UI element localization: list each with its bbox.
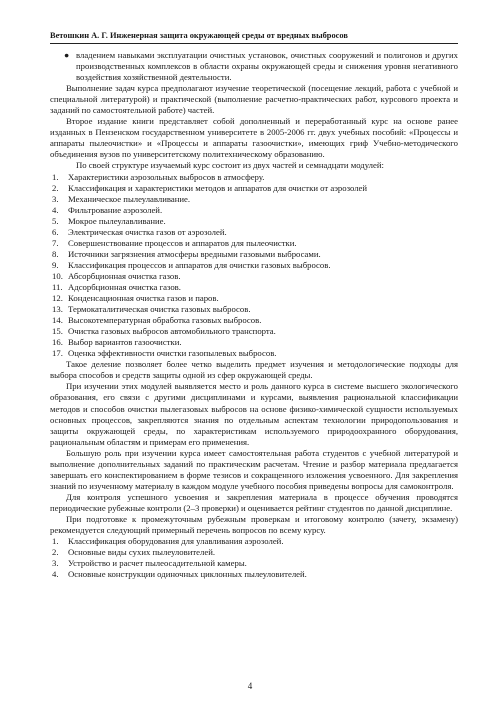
list-item-text: Классификация процессов и аппаратов для очистки газовых выбросов. [68,259,331,270]
list-item-text: Устройство и расчет пылеосадительной камеры. [68,558,247,569]
paragraph: При изучении этих модулей выявляется место и роль данного курса в системе высшего экологического образования, его связи с другими дисциплинами и курсами, выявления рациональной классификации методов и способов очистки пылегазовых выбросов на основе физико-химической сущности используемых основных процессов, закрепляются знания по отдельным аспектам технологии природопользования и защиты окружающей среды, по характеристикам используемого природоохранного оборудования, рациональным областям и примерам его применения. [50,381,458,447]
list-item [52,172,458,183]
list-item-text: Абсорбционная очистка газов. [68,270,181,281]
list-item-text: Выбор вариантов газоочистки. [68,337,182,348]
list-item-number: 10. [52,270,63,281]
bullet-text: владением навыками эксплуатации очистных установок, очистных сооружений и полигонов и других производственных комплексов в области охраны окружающей среды и снижения уровня негативного воздействия хозяйственной деятельности. [76,50,458,83]
list-item-text: Высокотемпературная обработка газовых выбросов. [68,315,262,326]
bullet-mark: ● [64,50,70,60]
list-item-number: 15. [52,326,63,337]
list-item-text: Механическое пылеулавливание. [68,193,191,204]
list-item-number: 2. [52,547,59,558]
list-item-number: 1. [52,536,59,547]
list-item-text: Термокаталитическая очистка газовых выбросов. [68,304,251,315]
list-item [52,205,458,216]
list-item-text: Основные виды сухих пылеуловителей. [68,547,216,558]
bullet-item [64,50,458,83]
list-item [52,249,458,260]
list-item-number: 12. [52,293,63,304]
paragraph: По своей структуре изучаемый курс состоит из двух частей и семнадцати модулей: [76,160,384,171]
list-item-number: 2. [52,182,59,193]
list-item [52,348,458,359]
list-item-text: Фильтрование аэрозолей. [68,204,163,215]
list-item [52,293,458,304]
list-item-number: 3. [52,193,59,204]
list-item [52,547,458,558]
list-item-number: 11. [52,281,63,292]
list-item-text: Совершенствование процессов и аппаратов для пылеочистки. [68,237,297,248]
list-item-text: Источники загрязнения атмосферы вредными газовыми выбросами. [68,248,321,259]
list-item-number: 1. [52,171,59,182]
paragraph: При подготовке к промежуточным рубежным проверкам и итоговому контролю (зачету, экзамену) рекомендуется следующий примерный перечень вопросов по всему курсу. [50,513,458,536]
list-item [52,238,458,249]
list-item [52,260,458,271]
list-item [52,315,458,326]
list-item-number: 17. [52,348,63,359]
list-item-text: Классификация и характеристики методов и аппаратов для очистки от аэрозолей [68,182,368,193]
paragraph: Большую роль при изучении курса имеет самостоятельная работа студентов с учебной литературой и выполнение дополнительных заданий по практическим расчетам. Чтение и разбор материала предлагается завершать его конспектированием в форме тезисов и сокращенного изложения усвоенного. Для закрепления знаний по изученному материалу в каждом модуле учебного пособия приведены вопросы для самоконтроля. [50,447,458,491]
list-item-text: Очистка газовых выбросов автомобильного транспорта. [68,326,276,337]
list-item-number: 5. [52,215,59,226]
list-item-number: 13. [52,304,63,315]
list-item [52,183,458,194]
list-item [52,558,458,569]
list-item [52,194,458,205]
list-item [52,569,458,580]
list-item-text: Адсорбционная очистка газов. [68,281,181,292]
list-item-text: Оценка эффективности очистки газопылевых выбросов. [68,348,277,359]
list-item-number: 4. [52,569,59,580]
list-item-number: 6. [52,226,59,237]
list-item [52,326,458,337]
list-item-text: Характеристики аэрозольных выбросов в атмосферу. [68,171,265,182]
list-item [52,337,458,348]
list-item-text: Конденсационная очистка газов и паров. [68,293,219,304]
paragraph: Выполнение задач курса предполагают изучение теоретической (посещение лекций, работа с учебной и специальной литературой) и практической (выполнение расчетно-практических работ, курсового проекта и заданий по самостоятельной работе) частей. [50,83,458,116]
running-header: Ветошкин А. Г. Инженерная защита окружающей среды от вредных выбросов [50,30,458,44]
list-item-number: 4. [52,204,59,215]
list-item-number: 7. [52,237,59,248]
paragraph: Второе издание книги представляет собой дополненный и переработанный курс на основе ранее изданных в Пензенском государственном университете в 2005-2006 гг. двух учебных пособий: «Процессы и аппараты пылеочистки» и «Процессы и аппараты газоочистки», имеющих гриф Учебно-методического объединения вузов по университетскому политехническому образованию. [50,116,458,160]
list-item [52,536,458,547]
paragraph: Для контроля успешного усвоения и закрепления материала в процессе обучения проводятся периодические рубежные контроли (2–3 проверки) и оценивается рейтинг студентов по данной дисциплине. [50,491,458,513]
page-number: 4 [247,681,253,691]
list-item-text: Электрическая очистка газов от аэрозолей. [68,226,227,237]
paragraph: Такое деление позволяет более четко выделить предмет изучения и методологические подходы для выбора способов и средств защиты одной из сфер окружающей среды. [50,359,458,381]
list-item-number: 3. [52,558,59,569]
list-item-text: Основные конструкции одиночных циклонных пылеуловителей. [68,569,307,580]
list-item [52,271,458,282]
list-item-number: 16. [52,337,63,348]
list-item-text: Классификация оборудования для улавливания аэрозолей. [68,536,284,547]
list-item [52,227,458,238]
modules-list [50,172,458,360]
list-item [52,304,458,315]
list-item [52,216,458,227]
list-item [52,282,458,293]
list-item-number: 8. [52,248,59,259]
list-item-number: 14. [52,315,63,326]
list-item-text: Мокрое пылеулавливание. [68,215,166,226]
list-item-number: 9. [52,259,59,270]
page-body [50,50,458,580]
questions-list [50,536,458,580]
